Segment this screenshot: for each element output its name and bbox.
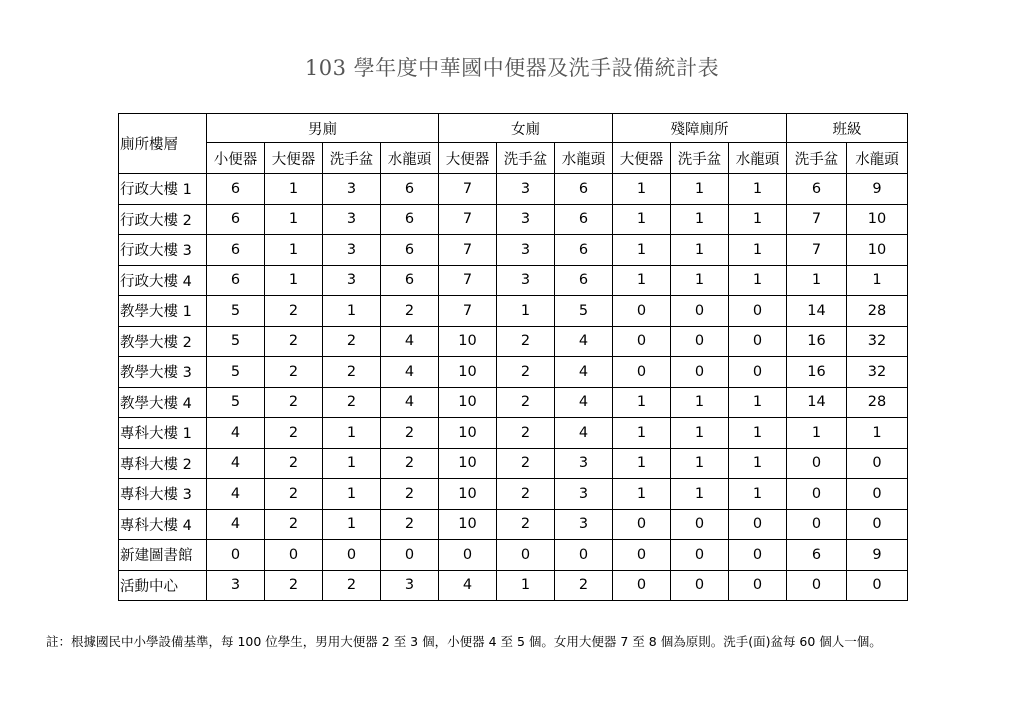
table-cell: 3	[497, 235, 555, 266]
table-cell: 6	[555, 235, 613, 266]
column-header: 洗手盆	[497, 143, 555, 174]
table-cell: 0	[613, 296, 671, 327]
table-cell: 1	[671, 387, 729, 418]
table-cell: 2	[323, 357, 381, 388]
table-cell: 4	[555, 357, 613, 388]
table-cell: 7	[439, 174, 497, 205]
table-cell: 1	[613, 448, 671, 479]
table-cell: 0	[847, 479, 908, 510]
table-cell: 3	[555, 448, 613, 479]
table-cell: 10	[439, 479, 497, 510]
table-cell: 0	[671, 326, 729, 357]
row-label: 活動中心	[119, 570, 207, 601]
table-cell: 1	[265, 265, 323, 296]
table-cell: 0	[613, 509, 671, 540]
table-cell: 6	[207, 265, 265, 296]
table-cell: 3	[323, 204, 381, 235]
table-row	[119, 570, 908, 601]
table-cell: 0	[613, 326, 671, 357]
table-row	[119, 418, 908, 449]
table-cell: 10	[847, 235, 908, 266]
row-label: 專科大樓 1	[119, 418, 207, 449]
table-cell: 3	[323, 235, 381, 266]
corner-label: 廁所樓層	[119, 114, 207, 174]
table-cell: 1	[671, 448, 729, 479]
table-cell: 5	[207, 296, 265, 327]
table-cell: 7	[439, 204, 497, 235]
table-cell: 2	[265, 357, 323, 388]
column-header: 水龍頭	[729, 143, 787, 174]
table-cell: 6	[207, 174, 265, 205]
table-cell: 1	[265, 204, 323, 235]
table-cell: 4	[555, 326, 613, 357]
table-cell: 1	[671, 174, 729, 205]
table-cell: 7	[439, 265, 497, 296]
table-cell: 10	[439, 418, 497, 449]
table-cell: 0	[729, 570, 787, 601]
table-cell: 1	[787, 265, 847, 296]
table-cell: 0	[729, 509, 787, 540]
table-cell: 0	[671, 540, 729, 571]
table-cell: 1	[323, 448, 381, 479]
column-header: 水龍頭	[555, 143, 613, 174]
table-cell: 10	[439, 509, 497, 540]
column-header: 大便器	[439, 143, 497, 174]
table-cell: 1	[613, 265, 671, 296]
column-header: 洗手盆	[671, 143, 729, 174]
table-cell: 5	[207, 387, 265, 418]
table-cell: 0	[671, 509, 729, 540]
table-cell: 1	[671, 235, 729, 266]
table-cell: 0	[613, 570, 671, 601]
table-cell: 1	[729, 235, 787, 266]
table-cell: 7	[439, 296, 497, 327]
table-row	[119, 479, 908, 510]
table-cell: 2	[381, 509, 439, 540]
table-cell: 3	[497, 204, 555, 235]
table-cell: 2	[497, 479, 555, 510]
table-cell: 4	[207, 479, 265, 510]
table-cell: 28	[847, 387, 908, 418]
table-cell: 1	[323, 509, 381, 540]
table-cell: 3	[497, 265, 555, 296]
table-cell: 2	[497, 387, 555, 418]
table-cell: 1	[729, 418, 787, 449]
column-header: 水龍頭	[381, 143, 439, 174]
table-cell: 4	[555, 387, 613, 418]
table-cell: 1	[729, 448, 787, 479]
table-cell: 2	[265, 296, 323, 327]
row-label: 專科大樓 4	[119, 509, 207, 540]
table-cell: 0	[729, 357, 787, 388]
table-cell: 0	[729, 326, 787, 357]
table-cell: 6	[787, 540, 847, 571]
group-header-female: 女廁	[439, 114, 613, 143]
table-cell: 2	[497, 357, 555, 388]
table-cell: 6	[381, 265, 439, 296]
table-cell: 2	[555, 570, 613, 601]
table-cell: 6	[381, 235, 439, 266]
table-cell: 1	[671, 418, 729, 449]
table-cell: 2	[265, 448, 323, 479]
table-cell: 1	[671, 265, 729, 296]
table-cell: 1	[613, 387, 671, 418]
table-cell: 10	[439, 448, 497, 479]
table-cell: 1	[497, 570, 555, 601]
table-cell: 0	[787, 570, 847, 601]
table-cell: 4	[439, 570, 497, 601]
table-cell: 3	[323, 174, 381, 205]
row-label: 教學大樓 4	[119, 387, 207, 418]
table-cell: 1	[729, 387, 787, 418]
table-cell: 2	[381, 418, 439, 449]
table-cell: 7	[439, 235, 497, 266]
table-cell: 7	[787, 204, 847, 235]
table-cell: 4	[207, 509, 265, 540]
table-cell: 2	[497, 509, 555, 540]
table-row	[119, 235, 908, 266]
table-cell: 6	[207, 235, 265, 266]
table-cell: 3	[207, 570, 265, 601]
table-cell: 0	[671, 357, 729, 388]
table-cell: 0	[847, 570, 908, 601]
table-cell: 0	[613, 540, 671, 571]
table-cell: 1	[729, 265, 787, 296]
table-cell: 0	[729, 296, 787, 327]
row-label: 行政大樓 2	[119, 204, 207, 235]
table-row	[119, 296, 908, 327]
table-cell: 4	[381, 387, 439, 418]
table-cell: 0	[207, 540, 265, 571]
table-cell: 1	[265, 174, 323, 205]
subheader-row	[119, 143, 908, 174]
row-label: 行政大樓 3	[119, 235, 207, 266]
footnote: 註：根據國民中小學設備基準，每 100 位學生，男用大便器 2 至 3 個，小便器 4 至 5 個。女用大便器 7 至 8 個為原則。洗手(面)盆每 60 個人一個。	[46, 634, 882, 649]
table-row	[119, 265, 908, 296]
table-cell: 0	[439, 540, 497, 571]
table-cell: 3	[381, 570, 439, 601]
table-cell: 0	[787, 509, 847, 540]
table-cell: 10	[439, 326, 497, 357]
table-cell: 1	[613, 174, 671, 205]
table-row	[119, 326, 908, 357]
table-cell: 0	[671, 296, 729, 327]
table-cell: 2	[323, 570, 381, 601]
table-cell: 1	[323, 479, 381, 510]
table-cell: 3	[497, 174, 555, 205]
table-cell: 2	[265, 387, 323, 418]
table-cell: 9	[847, 174, 908, 205]
table-cell: 10	[847, 204, 908, 235]
table-cell: 14	[787, 296, 847, 327]
page-title: 103 學年度中華國中便器及洗手設備統計表	[304, 56, 720, 80]
table-cell: 2	[497, 418, 555, 449]
table-cell: 0	[497, 540, 555, 571]
table-cell: 5	[207, 357, 265, 388]
table-cell: 10	[439, 357, 497, 388]
table-cell: 1	[671, 479, 729, 510]
column-header: 大便器	[265, 143, 323, 174]
table-cell: 2	[265, 570, 323, 601]
table-cell: 1	[671, 204, 729, 235]
table-cell: 0	[381, 540, 439, 571]
table-cell: 4	[381, 357, 439, 388]
table-cell: 4	[555, 418, 613, 449]
table-cell: 0	[613, 357, 671, 388]
table-cell: 0	[847, 448, 908, 479]
table-row	[119, 174, 908, 205]
row-label: 行政大樓 1	[119, 174, 207, 205]
table-cell: 0	[323, 540, 381, 571]
table-cell: 0	[729, 540, 787, 571]
group-header-accessible: 殘障廁所	[613, 114, 787, 143]
group-header-row	[119, 114, 908, 143]
row-label: 專科大樓 3	[119, 479, 207, 510]
table-cell: 2	[381, 479, 439, 510]
table-cell: 2	[497, 326, 555, 357]
table-cell: 4	[207, 418, 265, 449]
table-cell: 1	[729, 479, 787, 510]
table-cell: 2	[265, 509, 323, 540]
table-cell: 9	[847, 540, 908, 571]
table-cell: 32	[847, 357, 908, 388]
table-cell: 1	[729, 174, 787, 205]
table-cell: 6	[555, 204, 613, 235]
table-row	[119, 540, 908, 571]
table-cell: 5	[207, 326, 265, 357]
table-row	[119, 387, 908, 418]
table-cell: 6	[555, 265, 613, 296]
table-cell: 0	[787, 448, 847, 479]
table-cell: 2	[265, 479, 323, 510]
table-cell: 1	[729, 204, 787, 235]
column-header: 小便器	[207, 143, 265, 174]
table-cell: 1	[613, 204, 671, 235]
table-cell: 16	[787, 357, 847, 388]
table-cell: 5	[555, 296, 613, 327]
group-header-male: 男廁	[207, 114, 439, 143]
table-cell: 32	[847, 326, 908, 357]
column-header: 洗手盆	[323, 143, 381, 174]
table-row	[119, 448, 908, 479]
group-header-class: 班級	[787, 114, 908, 143]
column-header: 水龍頭	[847, 143, 908, 174]
table-cell: 14	[787, 387, 847, 418]
row-label: 教學大樓 2	[119, 326, 207, 357]
table-cell: 16	[787, 326, 847, 357]
table-cell: 6	[381, 174, 439, 205]
table-cell: 1	[613, 479, 671, 510]
table-cell: 2	[265, 326, 323, 357]
row-label: 教學大樓 3	[119, 357, 207, 388]
statistics-table	[118, 113, 908, 601]
table-cell: 28	[847, 296, 908, 327]
table-cell: 2	[381, 296, 439, 327]
table-cell: 0	[265, 540, 323, 571]
row-label: 行政大樓 4	[119, 265, 207, 296]
table-cell: 0	[555, 540, 613, 571]
table-cell: 2	[323, 326, 381, 357]
row-label: 教學大樓 1	[119, 296, 207, 327]
table-cell: 6	[555, 174, 613, 205]
table-cell: 3	[323, 265, 381, 296]
table-cell: 1	[265, 235, 323, 266]
table-cell: 1	[497, 296, 555, 327]
table-cell: 3	[555, 509, 613, 540]
table-cell: 2	[265, 418, 323, 449]
table-cell: 0	[847, 509, 908, 540]
table-cell: 0	[671, 570, 729, 601]
table-cell: 1	[613, 235, 671, 266]
table-cell: 4	[207, 448, 265, 479]
table-cell: 0	[787, 479, 847, 510]
table-cell: 2	[497, 448, 555, 479]
table-cell: 2	[381, 448, 439, 479]
table-cell: 2	[323, 387, 381, 418]
table-cell: 10	[439, 387, 497, 418]
row-label: 專科大樓 2	[119, 448, 207, 479]
table-cell: 6	[207, 204, 265, 235]
table-cell: 3	[555, 479, 613, 510]
table-cell: 1	[323, 296, 381, 327]
row-label: 新建圖書館	[119, 540, 207, 571]
table-row	[119, 509, 908, 540]
column-header: 洗手盆	[787, 143, 847, 174]
table-cell: 7	[787, 235, 847, 266]
table-cell: 1	[613, 418, 671, 449]
table-cell: 1	[787, 418, 847, 449]
table-cell: 6	[787, 174, 847, 205]
column-header: 大便器	[613, 143, 671, 174]
table-row	[119, 357, 908, 388]
table-cell: 1	[323, 418, 381, 449]
table-cell: 4	[381, 326, 439, 357]
table-row	[119, 204, 908, 235]
table-cell: 1	[847, 418, 908, 449]
table-cell: 6	[381, 204, 439, 235]
table-cell: 1	[847, 265, 908, 296]
